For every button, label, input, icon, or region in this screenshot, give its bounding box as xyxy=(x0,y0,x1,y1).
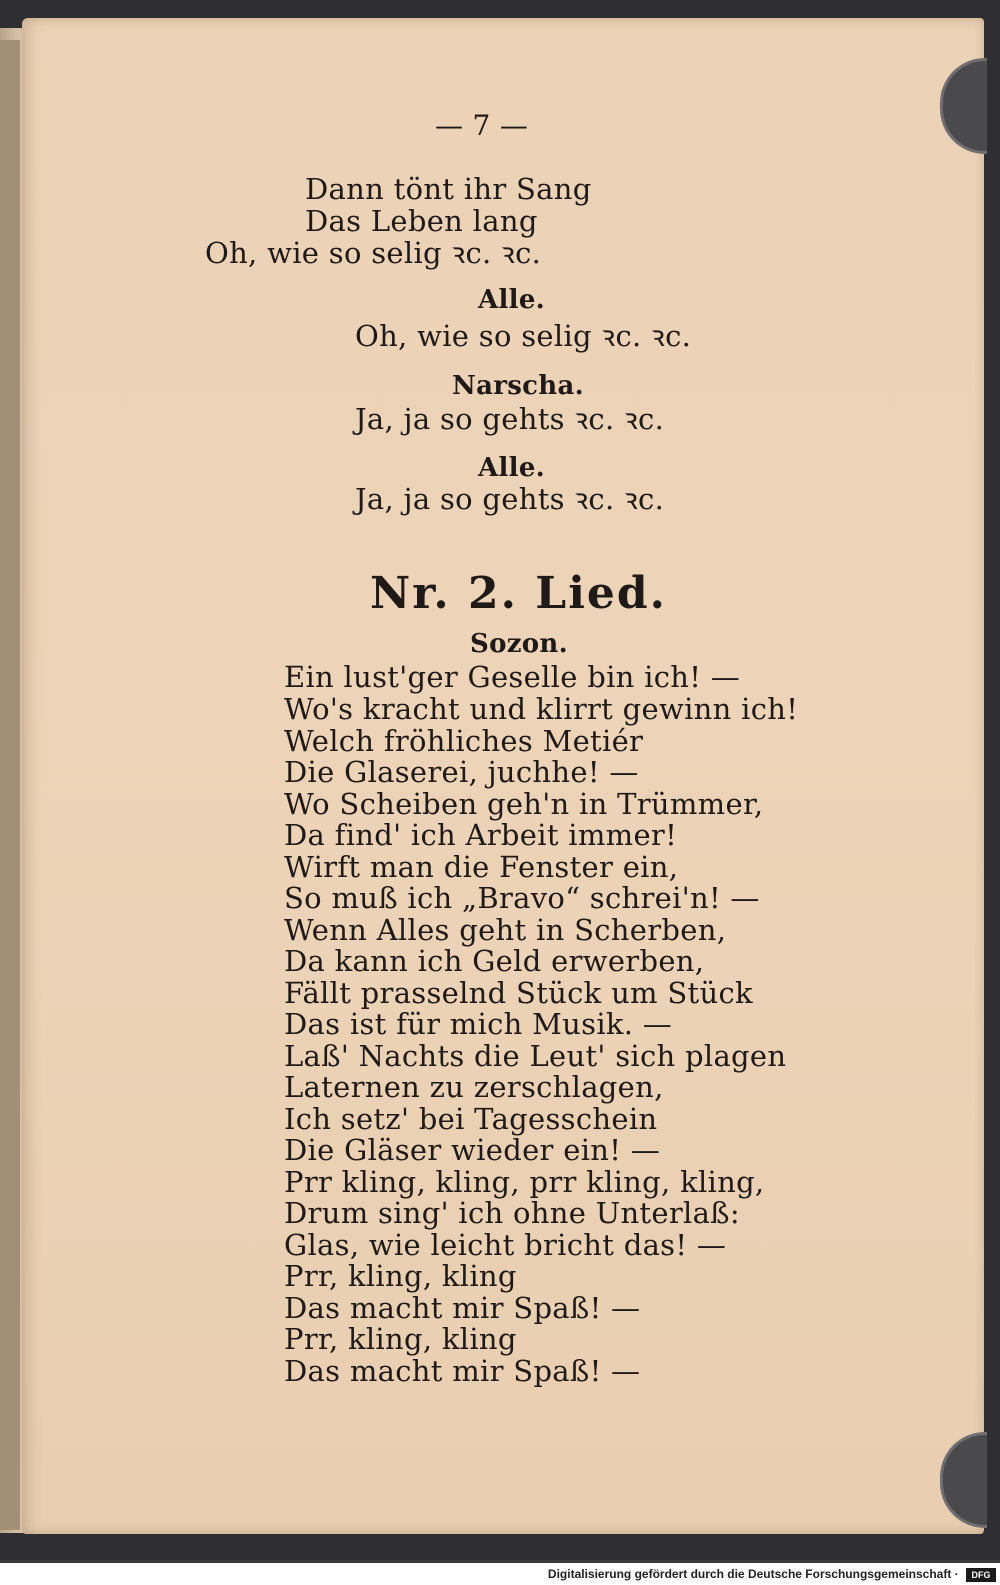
song-line: Laß' Nachts die Leut' sich plagen xyxy=(284,1039,787,1073)
footer-credit: Digitalisierung gefördert durch die Deutsche Forschungsgemeinschaft · xyxy=(547,1567,959,1581)
song-line: Welch fröhliches Metiér xyxy=(284,724,644,758)
song-line: Prr, kling, kling xyxy=(284,1322,517,1356)
song-line: Ich setz' bei Tagesschein xyxy=(284,1102,658,1136)
verse-line: Das Leben lang xyxy=(305,204,538,238)
song-line: Ein lust'ger Geselle bin ich! — xyxy=(284,660,741,694)
song-line: Drum sing' ich ohne Unterlaß: xyxy=(284,1196,740,1230)
song-line: Wo Scheiben geh'n in Trümmer, xyxy=(284,787,764,821)
verse-line: Oh, wie so selig ꝛc. ꝛc. xyxy=(355,319,692,353)
footer-bar xyxy=(0,1563,1000,1585)
book-page xyxy=(22,18,984,1534)
song-line: Laternen zu zerschlagen, xyxy=(284,1070,664,1104)
section-heading: Nr. 2. Lied. xyxy=(370,568,667,619)
song-line: Das ist für mich Musik. — xyxy=(284,1007,673,1041)
song-line: Das macht mir Spaß! — xyxy=(284,1291,641,1325)
song-line: Da kann ich Geld erwerben, xyxy=(284,944,705,978)
speaker-label: Narscha. xyxy=(452,371,584,401)
left-book-edge xyxy=(0,40,20,1530)
verse-line: Oh, wie so selig ꝛc. ꝛc. xyxy=(205,236,542,270)
dfg-logo: DFG xyxy=(966,1568,996,1582)
song-line: Glas, wie leicht bricht das! — xyxy=(284,1228,727,1262)
song-line: Prr, kling, kling xyxy=(284,1259,517,1293)
verse-line: Ja, ja so gehts ꝛc. ꝛc. xyxy=(355,482,665,516)
speaker-label: Alle. xyxy=(478,285,546,315)
song-line: Wenn Alles geht in Scherben, xyxy=(284,913,727,947)
song-line: Die Gläser wieder ein! — xyxy=(284,1133,661,1167)
song-line: Prr kling, kling, prr kling, kling, xyxy=(284,1165,765,1199)
page-number: — 7 — xyxy=(435,109,529,142)
song-line: Wirft man die Fenster ein, xyxy=(284,850,679,884)
song-line: Wo's kracht und klirrt gewinn ich! xyxy=(284,692,799,726)
song-line: Das macht mir Spaß! — xyxy=(284,1354,641,1388)
song-line: Fällt prasselnd Stück um Stück xyxy=(284,976,753,1010)
speaker-label: Sozon. xyxy=(470,629,568,659)
song-line: Die Glaserei, juchhe! — xyxy=(284,755,639,789)
song-line: So muß ich „Bravo“ schrei'n! — xyxy=(284,881,760,915)
song-line: Da find' ich Arbeit immer! xyxy=(284,818,678,852)
verse-line: Dann tönt ihr Sang xyxy=(305,172,592,206)
verse-line: Ja, ja so gehts ꝛc. ꝛc. xyxy=(355,402,665,436)
speaker-label: Alle. xyxy=(478,453,546,483)
